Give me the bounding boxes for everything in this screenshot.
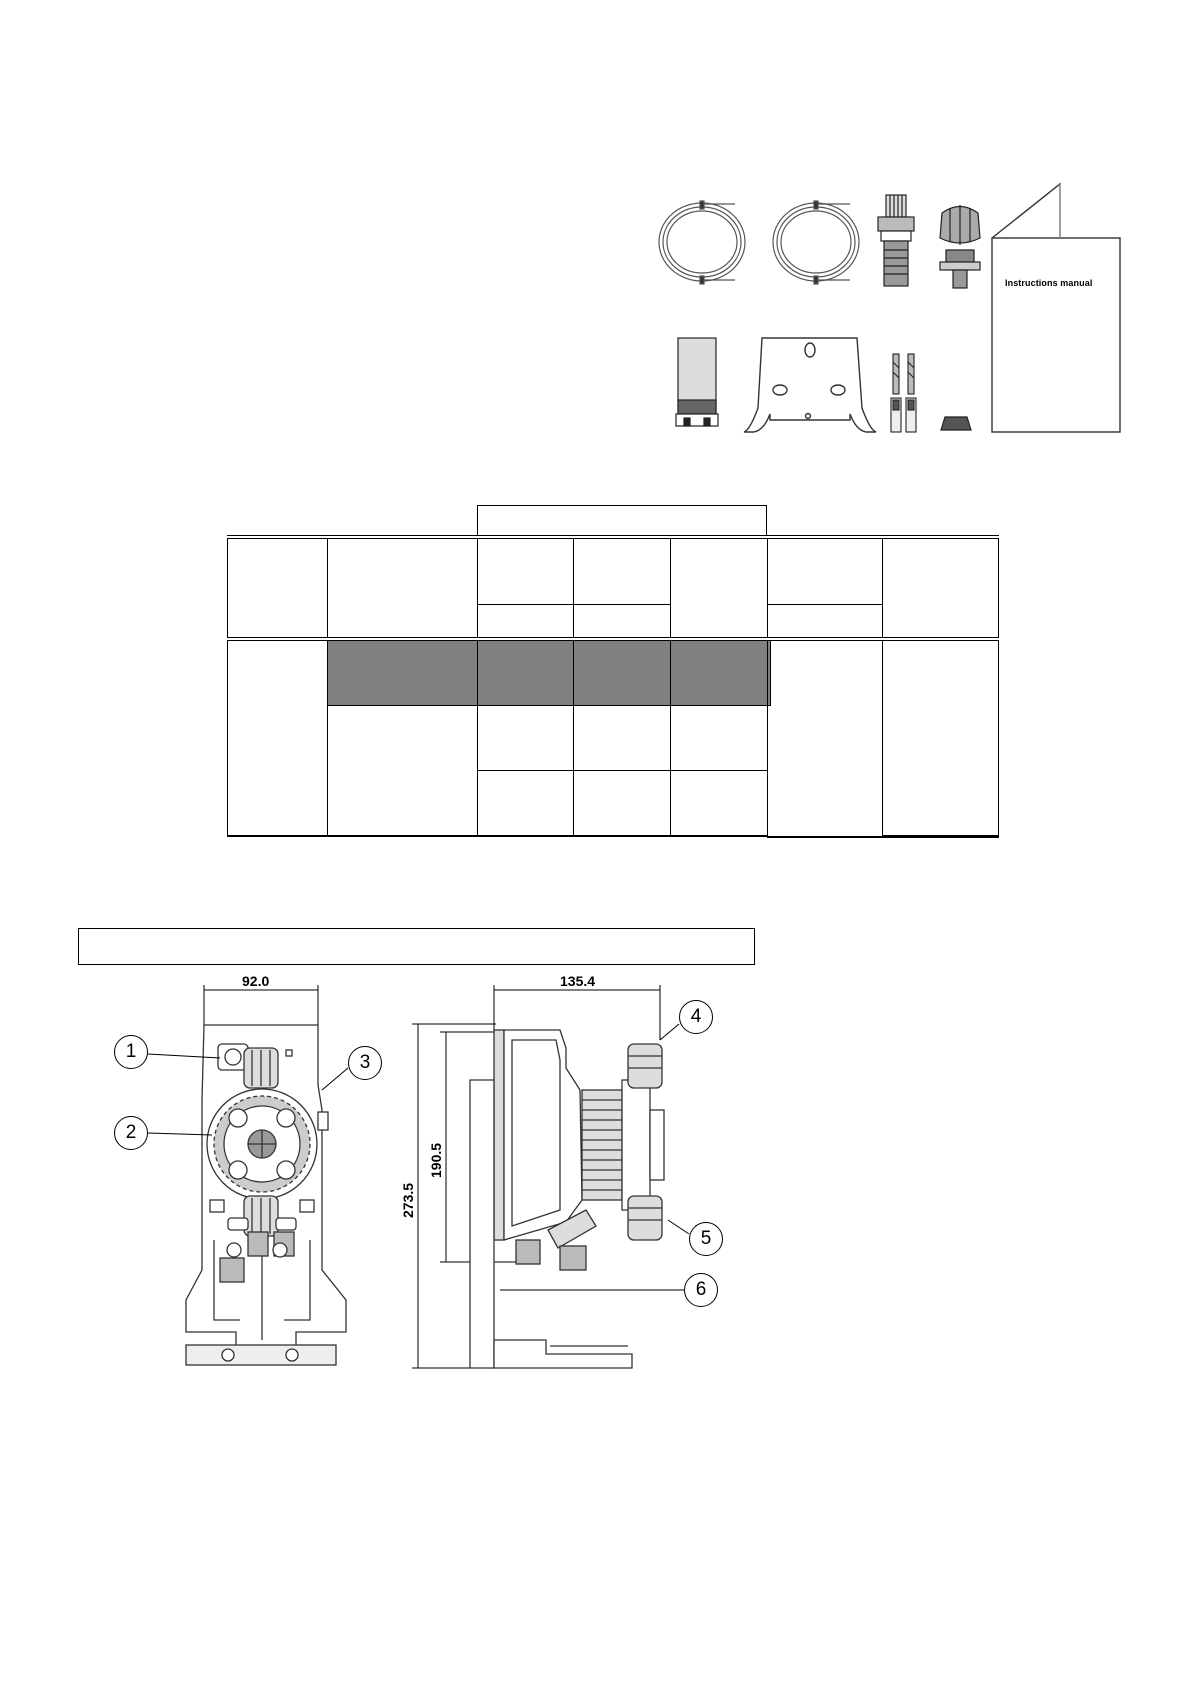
front-view-pump — [186, 1025, 346, 1365]
callout-5: 5 — [689, 1222, 723, 1256]
side-view-pump — [470, 1030, 664, 1368]
manual-label: Instructions manual — [1005, 278, 1093, 288]
side-width-label: 135.4 — [560, 973, 596, 989]
callout-2: 2 — [114, 1116, 148, 1150]
front-width-label: 92.0 — [242, 973, 270, 989]
callout-4: 4 — [679, 1000, 713, 1034]
body-height-label: 190.5 — [428, 1142, 444, 1178]
callout-6: 6 — [684, 1273, 718, 1307]
callout-3: 3 — [348, 1046, 382, 1080]
callout-1: 1 — [114, 1035, 148, 1069]
total-height-label: 273.5 — [400, 1182, 416, 1218]
